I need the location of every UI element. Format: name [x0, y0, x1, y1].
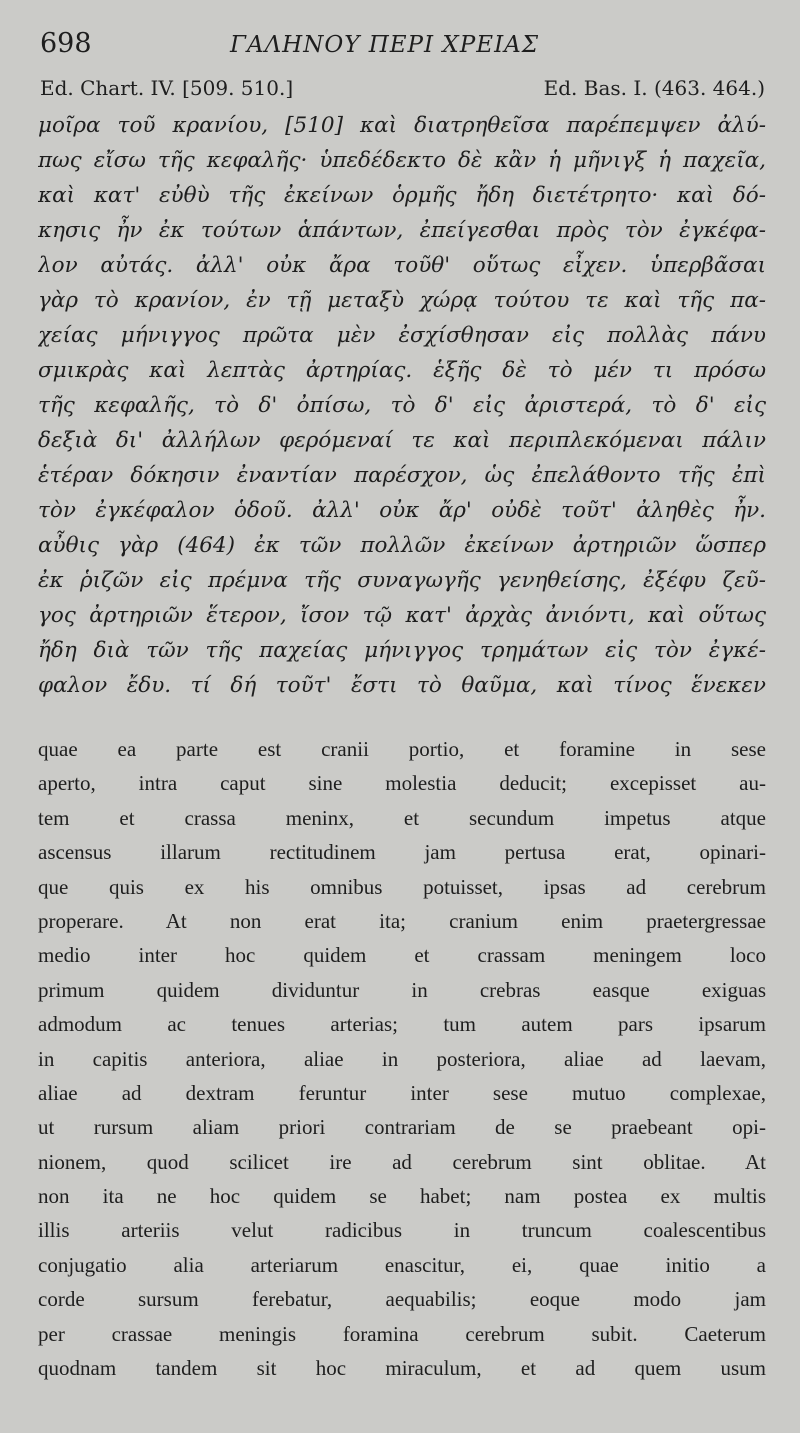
edition-references	[40, 76, 765, 104]
latin-text-line: que quis ex his omnibus potuisset, ipsas ad cerebrum	[38, 874, 766, 899]
latin-text-line: medio inter hoc quidem et crassam meningem loco	[38, 943, 766, 968]
latin-text-line: aliae ad dextram feruntur inter sese mutuo complexae,	[38, 1080, 766, 1105]
latin-text-line: quae ea parte est cranii portio, et foramine in sese	[38, 737, 766, 761]
greek-text-block	[38, 108, 766, 703]
latin-text-line: quodnam tandem sit hoc miraculum, et ad quem usum	[38, 1356, 766, 1381]
greek-text-line: γος ἀρτηριῶν ἕτερον, ἴσον τῷ κατ' ἀρχὰς ἀνιόντι, καὶ οὕτως	[38, 603, 766, 628]
latin-text-line: properare. At non erat ita; cranium enim praetergressae	[38, 908, 766, 933]
greek-text-line: μοῖρα τοῦ κρανίου, [510] καὶ διατρηθεῖσα παρέπεμψεν ἀλύ-	[38, 113, 766, 138]
greek-text-line: φαλον ἔδυ. τί δή τοῦτ' ἔστι τὸ θαῦμα, καὶ τίνος ἕνεκεν	[38, 673, 766, 698]
latin-text-line: corde sursum ferebatur, aequabilis; eoque modo jam	[38, 1287, 766, 1312]
edition-basel-reference: Ed. Bas. I. (463. 464.)	[543, 76, 765, 100]
greek-text-line: λον αὐτάς. ἀλλ' οὐκ ἄρα τοῦθ' οὕτως εἶχεν. ὑπερβᾶσαι	[38, 253, 766, 278]
page-number: 698	[40, 28, 92, 59]
greek-text-line: ἑτέραν δόκησιν ἐναντίαν παρέσχον, ὡς ἐπελάθοντο τῆς ἐπὶ	[38, 463, 766, 488]
greek-text-line: τὸν ἐγκέφαλον ὁδοῦ. ἀλλ' οὐκ ἄρ' οὐδὲ τοῦτ' ἀληθὲς ἦν.	[38, 498, 766, 523]
greek-text-line: καὶ κατ' εὐθὺ τῆς ἐκείνων ὁρμῆς ἤδη διετέτρητο· καὶ δό-	[38, 183, 766, 208]
latin-text-line: primum quidem dividuntur in crebras easque exiguas	[38, 977, 766, 1002]
latin-text-line: per crassae meningis foramina cerebrum subit. Caeterum	[38, 1321, 766, 1346]
greek-text-line: δεξιὰ δι' ἀλλήλων φερόμεναί τε καὶ περιπλεκόμεναι πάλιν	[38, 428, 766, 453]
latin-text-block	[38, 732, 766, 1385]
latin-text-line: tem et crassa meninx, et secundum impetus atque	[38, 805, 766, 830]
latin-text-line: aperto, intra caput sine molestia deducit; excepisset au-	[38, 771, 766, 796]
greek-text-line: πως εἴσω τῆς κεφαλῆς· ὑπεδέδεκτο δὲ κἂν ἡ μῆνιγξ ἡ παχεῖα,	[38, 148, 766, 173]
latin-text-line: conjugatio alia arteriarum enascitur, ei, quae initio a	[38, 1252, 766, 1277]
greek-text-line: τῆς κεφαλῆς, τὸ δ' ὀπίσω, τὸ δ' εἰς ἀριστερά, τὸ δ' εἰς	[38, 393, 766, 418]
latin-text-line: ut rursum aliam priori contrariam de se praebeant opi-	[38, 1115, 766, 1140]
greek-text-line: σμικρὰς καὶ λεπτὰς ἀρτηρίας. ἑξῆς δὲ τὸ μέν τι πρόσω	[38, 358, 766, 383]
greek-text-line: γὰρ τὸ κρανίον, ἐν τῇ μεταξὺ χώρᾳ τούτου τε καὶ τῆς πα-	[38, 288, 766, 313]
latin-text-line: illis arteriis velut radicibus in truncum coalescentibus	[38, 1218, 766, 1243]
greek-text-line: αὖθις γὰρ (464) ἐκ τῶν πολλῶν ἐκείνων ἀρτηριῶν ὥσπερ	[38, 533, 766, 558]
greek-text-line: κησις ἦν ἐκ τούτων ἁπάντων, ἐπείγεσθαι πρὸς τὸν ἐγκέφα-	[38, 218, 766, 243]
edition-chart-reference: Ed. Chart. IV. [509. 510.]	[40, 76, 294, 100]
greek-text-line: ἐκ ῥιζῶν εἰς πρέμνα τῆς συναγωγῆς γενηθείσης, ἐξέφυ ζεῦ-	[38, 568, 766, 593]
latin-text-line: nionem, quod scilicet ire ad cerebrum sint oblitae. At	[38, 1149, 766, 1174]
greek-text-line: ἤδη διὰ τῶν τῆς παχείας μήνιγγος τρημάτων εἰς τὸν ἐγκέ-	[38, 638, 766, 663]
running-title: ΓΑΛΗΝΟΥ ΠΕΡΙ ΧΡΕΙΑΣ	[230, 32, 540, 58]
latin-text-line: in capitis anteriora, aliae in posteriora, aliae ad laevam,	[38, 1046, 766, 1071]
latin-text-line: ascensus illarum rectitudinem jam pertusa erat, opinari-	[38, 840, 766, 865]
latin-text-line: non ita ne hoc quidem se habet; nam postea ex multis	[38, 1184, 766, 1209]
greek-text-line: χείας μήνιγγος πρῶτα μὲν ἐσχίσθησαν εἰς πολλὰς πάνυ	[38, 323, 766, 348]
latin-text-line: admodum ac tenues arterias; tum autem pars ipsarum	[38, 1012, 766, 1037]
